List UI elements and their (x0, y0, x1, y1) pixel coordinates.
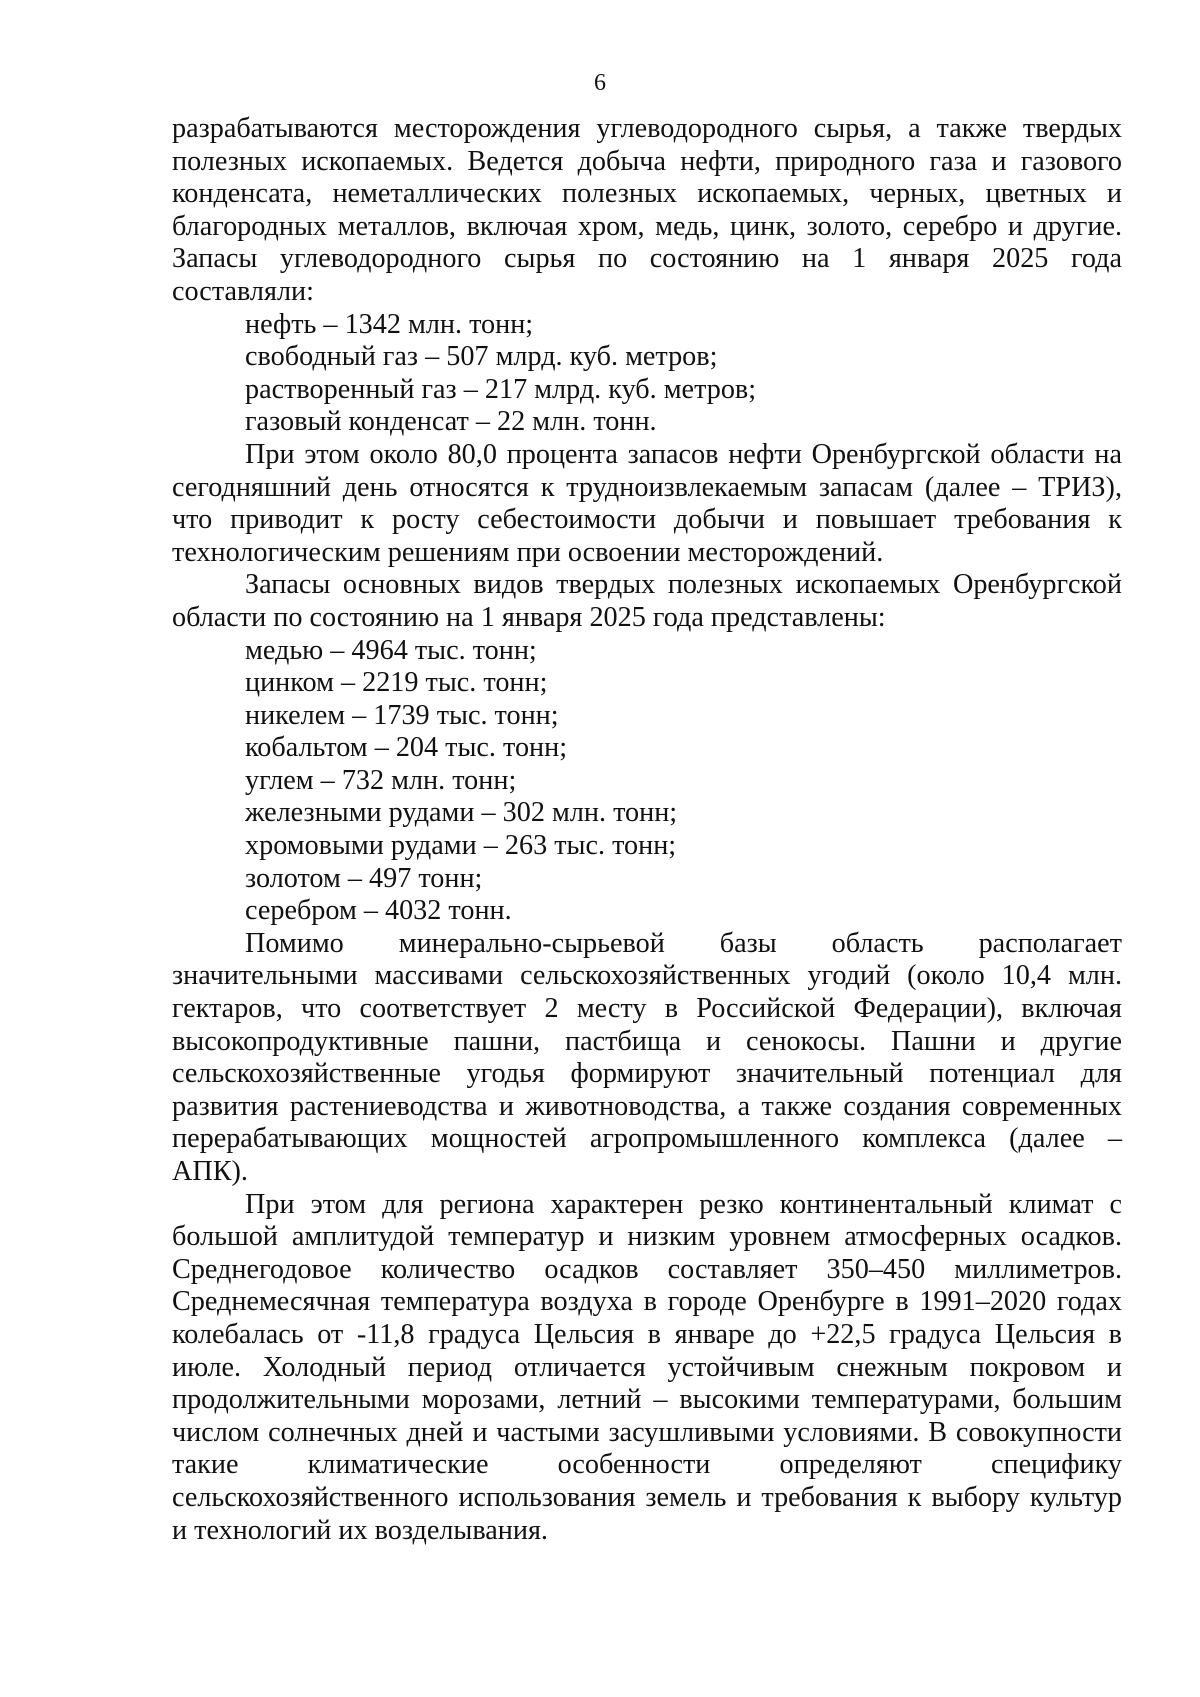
hydrocarbon-reserve-oil: нефть – 1342 млн. тонн; (245, 308, 534, 340)
mineral-reserve-copper: медью – 4964 тыс. тонн; (245, 634, 537, 666)
hydrocarbon-reserve-condensate: газовый конденсат – 22 млн. тонн. (245, 406, 657, 438)
paragraph-hard-to-recover: При этом около 80,0 процента запасов нефти Оренбургской области на сегодняшний день относятся к трудноизвлекаемым запасам (далее – ТРИЗ), что приводит к росту себестоимости добычи и повышает требования к технологическим решениям при освоении месторождений. (172, 438, 1122, 568)
hydrocarbon-reserve-dissolved-gas: растворенный газ – 217 млрд. куб. метров; (245, 373, 757, 405)
hydrocarbon-reserve-free-gas: свободный газ – 507 млрд. куб. метров; (245, 341, 718, 373)
paragraph-agricultural-land: Помимо минерально-сырьевой базы область располагает значительными массивами сельскохозяйственных угодий (около 10,4 млн. гектаров, что соответствует 2 месту в Российской Федерации), включая высокопродуктивные пашни, пастбища и сенокосы. Пашни и другие сельскохозяйственные угодья формируют значительный потенциал для развития растениеводства и животноводства, а также создания современных перерабатывающих мощностей агропромышленного комплекса (далее – АПК). (172, 927, 1122, 1187)
mineral-reserve-nickel: никелем – 1739 тыс. тонн; (245, 699, 559, 731)
mineral-reserve-zinc: цинком – 2219 тыс. тонн; (245, 667, 548, 699)
paragraph-solid-minerals-intro: Запасы основных видов твердых полезных ископаемых Оренбургской области по состоянию на 1 января 2025 года представлены: (172, 569, 1122, 633)
mineral-reserve-iron-ore: железными рудами – 302 млн. тонн; (245, 797, 678, 829)
mineral-reserve-cobalt: кобальтом – 204 тыс. тонн; (245, 732, 568, 764)
paragraph-climate: При этом для региона характерен резко континентальный климат с большой амплитудой температур и низким уровнем атмосферных осадков. Среднегодовое количество осадков составляет 350–450 миллиметров. Среднемесячная температура воздуха в городе Оренбурге в 1991–2020 годах колебалась от -11,8 градуса Цельсия в январе до +22,5 градуса Цельсия в июле. Холодный период отличается устойчивым снежным покровом и продолжительными морозами, летний – высокими температурами, большим числом солнечных дней и частыми засушливыми условиями. В совокупности такие климатические особенности определяют специфику сельскохозяйственного использования земель и требования к выбору культур и технологий их возделывания. (172, 1188, 1122, 1546)
mineral-reserve-silver: серебром – 4032 тонн. (245, 895, 512, 927)
mineral-reserve-coal: углем – 732 млн. тонн; (245, 764, 517, 796)
page-number: 6 (594, 70, 606, 96)
mineral-reserve-chrome-ore: хромовыми рудами – 263 тыс. тонн; (245, 830, 677, 862)
document-body (172, 113, 1122, 1547)
paragraph-continued: разрабатываются месторождения углеводородного сырья, а также твердых полезных ископаемых. Ведется добыча нефти, природного газа и газового конденсата, неметаллических полезных ископаемых, черных, цветных и благородных металлов, включая хром, медь, цинк, золото, серебро и другие. Запасы углеводородного сырья по состоянию на 1 января 2025 года составляли: (172, 113, 1122, 307)
mineral-reserve-gold: золотом – 497 тонн; (245, 862, 483, 894)
